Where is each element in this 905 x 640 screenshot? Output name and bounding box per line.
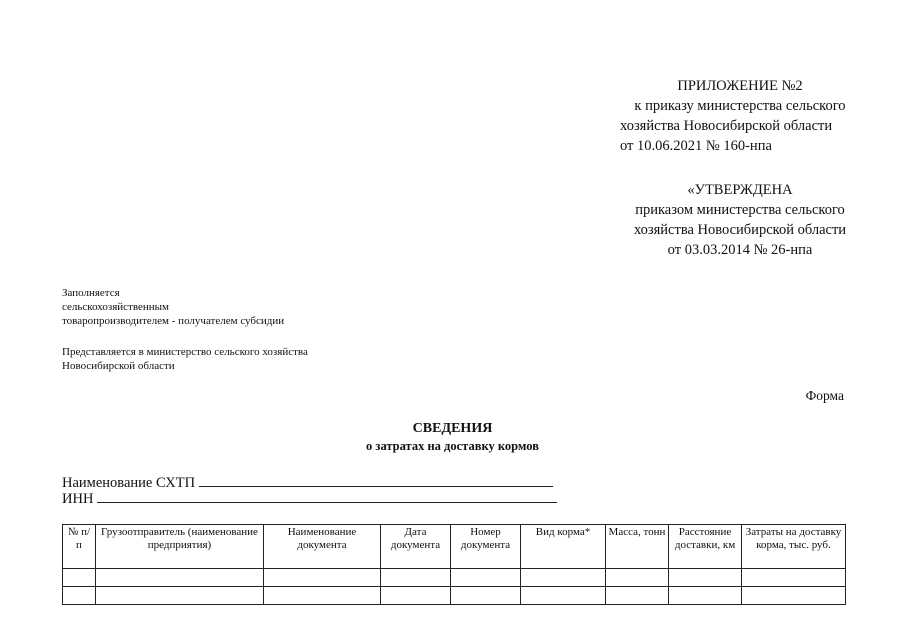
company-name-field bbox=[62, 474, 553, 491]
document-title bbox=[200, 420, 705, 455]
fill-note-line: Заполняется bbox=[62, 287, 120, 299]
company-name-input-line[interactable] bbox=[199, 474, 553, 487]
col-header-distance: Расстояние доставки, км bbox=[669, 525, 742, 569]
fill-note bbox=[62, 286, 284, 328]
table-cell[interactable] bbox=[451, 569, 521, 587]
table-cell[interactable] bbox=[96, 569, 264, 587]
fill-note-line: сельскохозяйственным bbox=[62, 301, 169, 313]
approval-block bbox=[620, 180, 860, 260]
col-header-mass: Масса, тонн bbox=[606, 525, 669, 569]
appendix-title: ПРИЛОЖЕНИЕ №2 bbox=[677, 78, 803, 94]
feed-delivery-table bbox=[62, 524, 846, 605]
inn-input-line[interactable] bbox=[97, 490, 557, 503]
table-cell[interactable] bbox=[742, 587, 846, 605]
table-cell[interactable] bbox=[669, 569, 742, 587]
table-row bbox=[63, 569, 846, 587]
table-row bbox=[63, 587, 846, 605]
col-header-document-date: Дата документа bbox=[381, 525, 451, 569]
table-cell[interactable] bbox=[63, 587, 96, 605]
table-cell[interactable] bbox=[606, 587, 669, 605]
table-cell[interactable] bbox=[96, 587, 264, 605]
submit-note-line: Представляется в министерство сельского хозяйства bbox=[62, 346, 308, 358]
inn-field bbox=[62, 490, 557, 507]
table-cell[interactable] bbox=[381, 587, 451, 605]
fill-note-line: товаропроизводителем - получателем субсидии bbox=[62, 315, 285, 327]
col-header-shipper: Грузоотправитель (наименование предприятия) bbox=[96, 525, 264, 569]
col-header-document-number: Номер документа bbox=[451, 525, 521, 569]
title-subheading: о затратах на доставку кормов bbox=[366, 439, 539, 453]
table-header-row bbox=[63, 525, 846, 569]
table-cell[interactable] bbox=[742, 569, 846, 587]
inn-label: ИНН bbox=[62, 491, 94, 507]
appendix-line: к приказу министерства сельского bbox=[634, 98, 846, 114]
col-header-document-name: Наименование документа bbox=[264, 525, 381, 569]
table-cell[interactable] bbox=[521, 569, 606, 587]
col-header-cost: Затраты на доставку корма, тыс. руб. bbox=[742, 525, 846, 569]
title-heading: СВЕДЕНИЯ bbox=[412, 421, 493, 436]
table-cell[interactable] bbox=[264, 569, 381, 587]
appendix-block bbox=[620, 76, 860, 156]
approval-title: «УТВЕРЖДЕНА bbox=[687, 182, 793, 198]
appendix-line: хозяйства Новосибирской области bbox=[620, 118, 833, 134]
table-cell[interactable] bbox=[669, 587, 742, 605]
form-label: Форма bbox=[805, 388, 844, 403]
table-cell[interactable] bbox=[451, 587, 521, 605]
col-header-number: № п/п bbox=[63, 525, 96, 569]
table-cell[interactable] bbox=[381, 569, 451, 587]
approval-line: хозяйства Новосибирской области bbox=[633, 222, 847, 238]
table-cell[interactable] bbox=[521, 587, 606, 605]
approval-line: приказом министерства сельского bbox=[635, 202, 845, 218]
col-header-feed-type: Вид корма* bbox=[521, 525, 606, 569]
submit-note bbox=[62, 345, 308, 373]
company-name-label: Наименование СХТП bbox=[62, 475, 196, 491]
approval-date: от 03.03.2014 № 26-нпа bbox=[667, 242, 813, 258]
submit-note-line: Новосибирской области bbox=[62, 360, 175, 372]
table-cell[interactable] bbox=[264, 587, 381, 605]
table-cell[interactable] bbox=[606, 569, 669, 587]
table-cell[interactable] bbox=[63, 569, 96, 587]
appendix-date: от 10.06.2021 № 160-нпа bbox=[620, 138, 772, 154]
